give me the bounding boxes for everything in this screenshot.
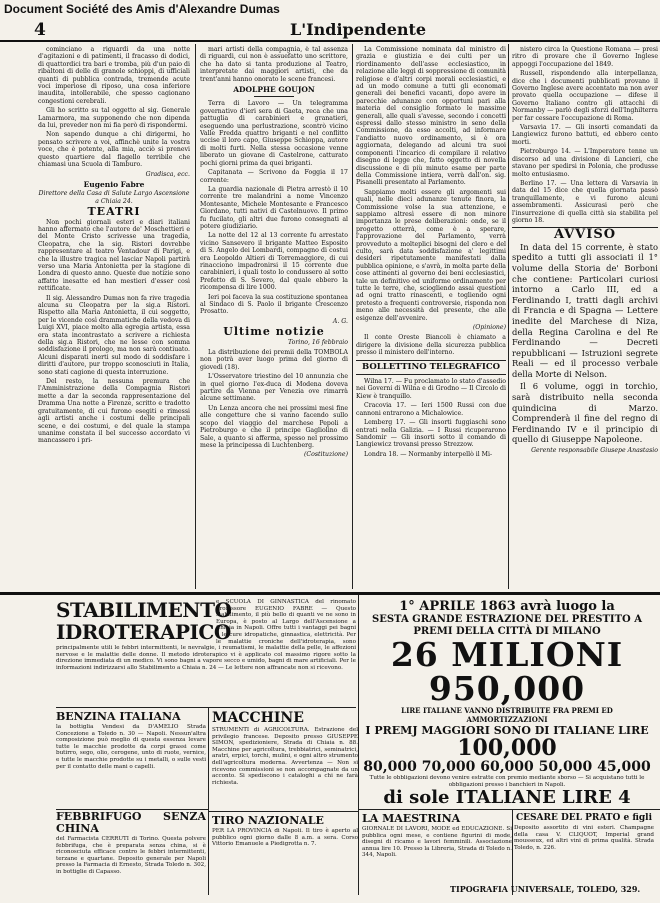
column-rule	[195, 44, 196, 589]
ad-body: PER LA PROVINCIA di Napoli. Il tiro è aperto al pubblico ogni giorno dalle 8 a.m. a sera. Corso Vittorio Emanuele a Piedigrotta n. 7.	[212, 828, 358, 848]
ad-stabilimento	[56, 599, 356, 707]
ad-body: del Farmacista CERRUTI di Torino. Questa polvere febbrifuga, che è preparata senza china, si è riconosciuta efficace contro le febbri intermittenti, terzane e quartane. Deposito generale per Napoli presso la Farmacia di Ernesto, Strada Toledo n. 302, in bottiglie di Capasso.	[56, 836, 206, 875]
paragraph: Pietroburgo 14. — L'Imperatore tenne un discorso ad una divisione di Lancieri, che stavano per spedirsi in Polonia, che produsse molto entusiasmo.	[512, 148, 658, 178]
ad-title: LA MAESTRINA	[362, 813, 461, 825]
paragraph: In data del 15 corrente, è stato spedito a tutti gli associati il 1° volume della Storia de' Borboni che contiene: Particolari curiosi intorno a Carlo III, ed a Ferdinando I, tratti dagli archivi di Francia e di Spagna — Lettere inedite del Marchese di Niza, della Regina Carolina e del Re Ferdinando — Decreti repubblicani — Istruzioni segrete Reali — ed il processo verbale della Morte di Nelson.	[512, 241, 658, 379]
paragraph: Sappiamo molti essere gli argomenti sui quali, nelle dieci adunanze tenute finora, la Commissione volse la sua attenzione, e sappiamo altresì essere di non minore importanza le prese deliberazioni: onde, se il progetto otterrà, come è a sperare, l'approvazione del Parlamento, verrà provveduto a molteplici bisogni del clero e del culto, sarà data soddisfazione a' legittimi desideri ripetutamente manifestati dalla pubblica opinione, e s'avrà, in molta parte della cose attinenti al governo dei beni ecclesiastici, tale un definitivo ed uniforme ordinamento per tutte le terre, che, sciogliendo assai questioni ad ogni tratto rinascenti, e togliendo ogni pretesto a frequenti controversie, risponda non meno alle necessità del presente, che alle esigenze dell'avvenire.	[356, 188, 506, 322]
ad-cesare	[514, 813, 654, 893]
article-signature: ADOLPHE GOUJON	[233, 85, 315, 95]
divider	[208, 707, 209, 895]
telegram: Londra 18. — Normanby interpellò il Mi-	[364, 450, 493, 458]
ad-line: LIRE ITALIANE VANNO DISTRIBUITE FRA PREMI ED AMMORTIZZAZIONI	[401, 706, 613, 724]
ad-maestrina	[362, 813, 512, 893]
paragraph: Russell, rispondendo alla interpellanza, dice che i documenti pubblicati provano il Governo Inglese avere accentato ma non aver provato quella occupazione — difese il Governo Italiano contro gli attacchi di Normanby — parlò degli sforzi dell'Inghilterra per far cessare l'occupazione di Roma.	[512, 70, 658, 122]
ad-line: 1° APRILE 1863 avrà luogo la	[399, 599, 615, 614]
section-heading-news: Ultime notizie	[223, 325, 325, 339]
column-1	[38, 46, 190, 586]
attribution: (Opinione)	[472, 324, 506, 332]
column-rule	[508, 44, 509, 589]
paragraph: mari artisti della compagnia, è tal assenza di riguardi, cui non è assuefatto uno scrittore, che ha dato si tanta produzione al Teatro, interpretate dai maggiori artisti, che da trent'anni hanno onorato le scene francesi.	[200, 46, 348, 83]
paragraph: Non sapendo dunque a chi dirigermi, ho pensato scrivere a voi, affinchè unite la vostra voce, che è potente, alla mia, acciò si prenevi questo quartiere dal flagello terribile che chiamasi una Scuola di Tamburo.	[38, 131, 190, 169]
advertisements-section	[0, 592, 660, 903]
masthead	[0, 18, 660, 42]
paragraph: Varsavia 17. — Gli insorti comandati da Langiewicz furono battuti, ed ebbero cento morti.	[512, 124, 658, 146]
document-header: Document Société des Amis d'Alexandre Dumas	[4, 2, 280, 16]
ad-benzina	[56, 711, 206, 807]
writer-title: Direttore della Casa di Salute Largo Ascensione a Chiaia 24.	[38, 190, 190, 205]
section-heading-teatri: TEATRI	[87, 205, 141, 219]
ad-tiro	[212, 815, 358, 891]
telegram: Wilna 17. — Fu proclamato lo stato d'assedio nei Governi di Wilna e di Grodno — Il Circolo di Kiew è tranquillo.	[356, 378, 506, 400]
divider	[358, 595, 359, 895]
ad-body: la bottiglia Vendesi da D'AMELIO Strada Concezione a Toledo n. 30 — Napoli. Nessun'altra composizione può meglio di questa essenza levare tutte le macchie prodotte da corpi grassi come butirro, sego, olio, cerogene, unto di ruote, vernice, e tutte le macchie prodotte su i metalli, o sulle vesti per il contatto delle mani o capelli.	[56, 724, 206, 770]
paragraph: Berlino 17. — Una lettera di Varsavia in data del 15 dice che quella giornata passò tranquillamente, e vi furono alcuni assembramenti. Assicurasi però che l'insurrezione di quella città sia stabilita pel giorno 18.	[512, 179, 658, 224]
attribution: (Costituzione)	[303, 451, 348, 459]
divider	[56, 707, 356, 708]
ad-line: I PREMJ MAGGIORI SONO DI ITALIANE LIRE	[365, 724, 649, 737]
divider	[512, 809, 513, 895]
paragraph: Del resto, la nessuna premura che l'Amministrazione della Compagnia Ristori mette a dar la seconda rappresentazione del Dramma Una notte a Firenze, scritto e tradotto gratuitamente, di cui furono esegiti e rimessi agli artisti anche i costumi delle principali scene, e dei costumi, e del quale la stampa unanime constata il bel successo accordato vi mancassero i pri-	[38, 378, 190, 445]
column-3	[356, 46, 506, 586]
article-signature: A. G.	[332, 317, 348, 325]
ad-body: Deposito assortito di vini esteri. Champagne della casa V. CLIQUOT, Imperial grand mousseux, ed altri vini di prima qualità. Strada Toledo, n. 226.	[514, 825, 654, 851]
paragraph: Non pochi giornali esteri e diari italiani hanno affermato che l'autore de' Moschettieri e del Monte Cristo scrivesse una tragedia, Cleopatra, che la sig. Ristori dovrebbe rappresentare al teatro Ventadour di Parigi, e che la illustre tragica nel lasciar Napoli partirà verso una Maria Antonietta per la stagione di Londra di questo anno. Queste due notizie sono affatto inesatte ed han mestieri d'esser così rettificate.	[38, 218, 190, 293]
paragraph: L'Osservatore triestino del 10 annunzia che in quel giorno l'ex-duca di Modena doveva partire da Vienna per Venezia ove rimarrà alcune settimane.	[200, 373, 348, 403]
salutation: Gradisca, ecc.	[145, 170, 190, 178]
paragraph: La distribuzione dei premii della TOMBOLA non potrà aver luogo prima del giorno di giovedì (18).	[200, 349, 348, 371]
paragraph: Il conte Oreste Biancoli è chiamato a dirigere la divisione della sicurezza pubblica presso il ministero dell'interno.	[356, 334, 506, 357]
paragraph: nistero circa la Questione Romana — presi ritro di provare che il Governo Inglese appoggi l'occupazione del 1849.	[512, 46, 658, 68]
printer-line: TIPOGRAFIA UNIVERSALE, TOLEDO, 329.	[450, 884, 641, 894]
paragraph: La guardia nazionale di Pietra arrestò il 10 corrente tre malandrini a nome Vincenzo Montesante, Michele Montesante e Francesco Giordano, tutti nativi di Castelnuovo. Il primo fu fucilato, gli altri due furono consegnati al potere giudiziario.	[200, 185, 348, 230]
paragraph: cominciano a riguardi da una notte d'agitazioni e di patimenti, il fracasso di dodici, di quattordici tra bari e tromba, più d'un paio di ribaltoni di delle di granole schioppi, di ufficiali quanti di pubblica contrada, tremende acute voci imperiose di riposo, una cosa inferiore inaudita, intollerabile, che spesso cagionano congestioni cerebrali.	[38, 46, 190, 105]
page-number: 4	[34, 20, 46, 40]
divider	[358, 809, 660, 810]
paragraph: La Commissione nominata dal ministro di grazia e giustizia e dei culti per un riordinamento dell'asse ecclesiastico, in relazione alle leggi di soppressione di comunità religiose e d'altri corpi morali ecclesiastici, e ad un modo comune a tutti gli economati generali dei benefici vacanti, dopo avere in parecchie adunanze con opportuni pari alla materia del consiglio formato le massime generali, alle quali s'avesse, secondo i concetti espressi dallo stesso ministro in seno della Commissione, da esso accolti, ad informare l'andiatto nuovo ordinamento, si è ora aggiornata, delegando ad alcuni tra suoi componenti l'incarico di compilare il relativo disegno di legge che, fatto oggetto di novella discussione e di più minuto esame per parte della Commissione intiera, verrà dall'on. sig. Pisanelli presentato al Parlamento.	[356, 46, 506, 187]
divider	[254, 96, 294, 97]
paragraph: Il 6 volume, oggi in torchio, sarà distribuito nella seconda quindicina di Marzo. Comprenderà il fine del regno di Ferdinando IV e il principio di quello di Giuseppe Napoleone.	[512, 381, 658, 445]
ad-title: TIRO NAZIONALE	[212, 815, 324, 827]
ad-title: BENZINA ITALIANA	[56, 711, 181, 723]
paragraph: La notte del 12 al 13 corrente fu arrestato vicino Sansevero il brigante Matteo Esposito di S. Angelo dei Lombardi, compagno di costui era Leopoldo Altieri di Torremaggiore, di cui rinacciono impadronirsi il 15 corrente due carabinieri, i quali tosto lo condussero al sotto Prefetto di S. Severo, dal quale ebbero la ricompensa di lire 1000.	[200, 232, 348, 292]
ad-body: e SCUOLA DI GINNASTICA del rinomato professore EUGENIO FABRE — Questo stabilimento, il più bello di quanti ve ne sono in Europa, è posto al Largo dell'Ascensione a Chiaia in Napoli. Offre tutti i vantaggi pei bagni e le cure idropatiche, ginnastica, elettricità. Per le malattie croniche dell'idroterapia, sono principalmente utili le febbri intermittenti, le nevralgie, i reumatismi, le malattie della pelle, le affezioni nervose e le malattie delle donne. Il metodo idroterapico vi è applicato col massimo rigore sotto la direzione immediata di un medico. Vi sono bagni a vapore secco e umido, bagni di mare artificiali. Per le informazioni indirizzarsi allo Stabilimento a Chiaia n. 24 — Le lettere non affrancate non si ricevono.	[56, 599, 356, 671]
ad-body: GIORNALE DI LAVORI, MODE ed EDUCAZIONE. Si pubblica ogni mese, e contiene figurini di mode, disegni di ricamo e lavori femminili. Associazione annua lire 10. Presso la Libreria, Strada di Toledo n. 344, Napoli.	[362, 826, 512, 859]
paragraph: Gli ho scritto su tal oggetto al sig. Generale Lamarmora, ma supponendo che non dipenda da lui, preveder non mi fia però di rispondermi.	[38, 107, 190, 130]
divider	[56, 809, 208, 810]
divider	[356, 360, 506, 361]
ad-lottery	[362, 599, 652, 809]
newspaper-title: L'Indipendente	[290, 20, 427, 39]
telegram: Cracovia 17. — Ieri 1500 Russi con due cannoni entrarono a Michalowice.	[356, 402, 506, 417]
column-rule	[352, 44, 353, 589]
ad-line: Tutte le obbligazioni devono venire estratte con premio mediante sborso — Si acquistano tutti le obbligazioni presso i banchieri in Napoli.	[369, 775, 645, 788]
ad-title: MACCHINE	[212, 711, 304, 726]
telegram: Lemberg 17. — Gli insorti fuggiaschi sono entrati nella Galizia. — I Russi ricuperarono Sandomir — Gli insorti sotto il comando di Langiewicz trovansi presso Strezzow.	[356, 419, 506, 449]
ad-line: 100,000	[457, 735, 557, 761]
ad-line: 26 MILIONI 950,000	[390, 635, 624, 708]
writer-name: Eugenio Fabre	[83, 179, 145, 189]
paragraph: Il sig. Alessandro Dumas non fa rive tragedia alcuna su Cleopatra per la sig.a Ristori. Rispetto alla Maria Antonietta, il cui soggetto, per le vicende così drammatiche della vedova di Luigi XVI, piace molto alla egregia artista, essa era stata incontrastato a scrivere a richiesta della sig.a Ristori, che ne lesse con somma soddisfazione il prologo, ma non sarà contiuato. Alcuni disparati inerti sul modo di soddisfare i diritti d'autore, pur troppo sconosciuti in Italia, sono stati cagione di questa interruzione.	[38, 294, 190, 376]
ad-line: di sole ITALIANE LIRE 4	[383, 787, 631, 809]
section-heading-bulletin: BOLLETTINO TELEGRAFICO	[362, 361, 500, 372]
ad-body: STRUMENTI di AGRICOLTURA. Estrazione del privilegio francese. Deposito presso GIUSEPPE SIMON, spedizioniere, Strada di Chiaia n. 88. Macchine per agricoltura, trebbiatrici, seminatrici, aratri, erpici, torchi, mulini, e ogni altro strumento dell'agricoltura moderna. Avvertenza — Non si ricevono commissioni se non accompagnate da un acconto. Si spediscono i cataloghi a chi ne farà richiesta.	[212, 727, 358, 786]
ad-title: FEBBRIFUGO SENZA CHINA	[56, 811, 206, 835]
ad-line: SESTA GRANDE ESTRAZIONE DEL PRESTITO A PREMI DELLA CITTÀ DI MILANO	[371, 614, 642, 637]
paragraph: Un Lenza ancora che nei prossimi mesi fine alle congetture che si vanno facendo sullo scopo del viaggio del marchese Pepoli a Pietroburgo e che il principe Gagliolino di Sale, a quanto si afferma, spesso nel prossimo mese la principessa di Luchtenberg.	[200, 404, 348, 449]
ad-febbrifugo	[56, 811, 206, 895]
paragraph: Terra di Lavoro — Un telegramma governativo d'ieri sera di Gaeta, reca che una pattuglia di carabinieri e granatieri, eseguendo una perlustrazione, scontrò vicino Valle Fredda quattro briganti e nel conflitto uccise il loro capo, Giuseppe Schioppa, autore di molti furti. Nella stessa occasione venne liberato un giovane di Castelrone, catturato pochi giorni prima da quei briganti.	[200, 100, 348, 167]
gerente-signature: Gerente responsabile Giusepe Anastasio	[531, 447, 658, 455]
ad-title: STABILIMENTO IDROTERAPICO	[56, 599, 232, 644]
dateline: Torino, 16 febbraio	[287, 338, 348, 346]
paragraph: Ieri poi faceva la sua costituzione spontanea al Sindaco di S. Paolo il brigante Crescenzo Prosatto.	[200, 293, 348, 316]
paragraph: Capitanata — Scrivono da Foggia il 17 corrente:	[200, 169, 348, 184]
divider	[356, 374, 506, 375]
section-heading-avviso: AVVISO	[553, 227, 617, 243]
column-4	[512, 46, 658, 586]
column-2	[200, 46, 348, 586]
ad-title: CESARE DEL PRATO e figli	[515, 813, 653, 823]
ad-line: 80,000 70,000 60,000 50,000 45,000	[363, 759, 651, 775]
